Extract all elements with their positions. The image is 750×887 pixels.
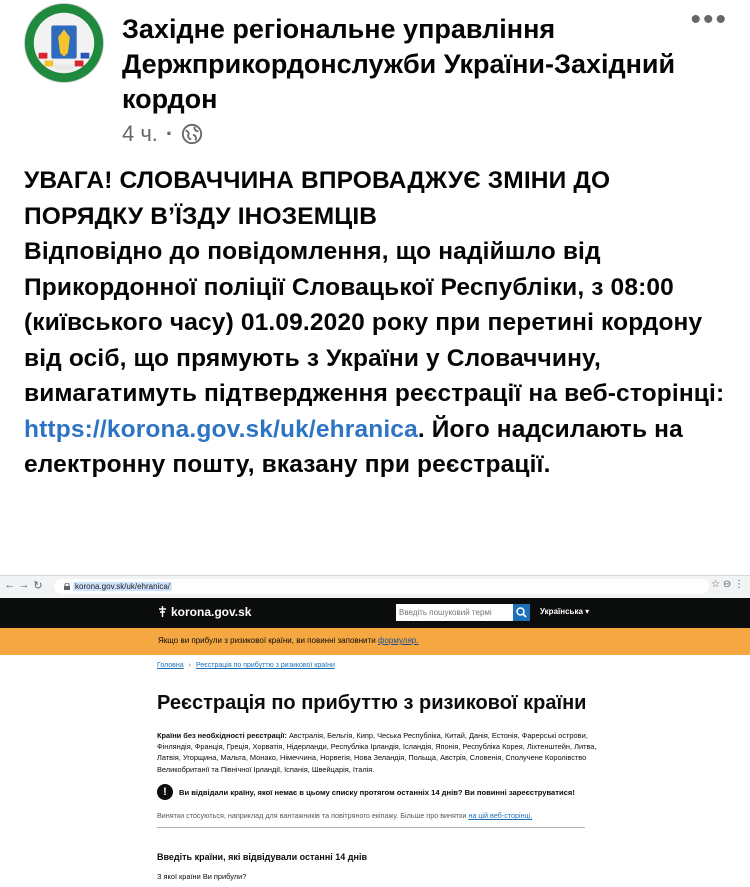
countries-paragraph xyxy=(157,730,597,775)
post-time[interactable]: 4 ч. xyxy=(122,121,158,146)
exceptions-link: на цій веб-сторінці. xyxy=(468,811,533,820)
banner-message: Якщо ви прибули з ризикової країни, ви повинні заповнити xyxy=(158,636,378,645)
page-title: Реєстрація по прибуттю з ризикової країни xyxy=(157,692,587,714)
coat-of-arms-icon xyxy=(158,606,167,617)
divider xyxy=(157,827,585,828)
address-bar xyxy=(54,579,709,594)
page-name[interactable]: Західне регіональне управління Держприкордонслужби України-Західний кордон xyxy=(122,14,676,114)
warning-notice xyxy=(157,783,575,801)
banner-text xyxy=(158,636,418,645)
more-options-icon[interactable]: ••• xyxy=(690,3,728,36)
countries-label: Країни без необхідності реєстрації: xyxy=(157,731,287,740)
lock-icon xyxy=(64,583,70,590)
breadcrumb-separator: › xyxy=(188,662,191,669)
search-icon xyxy=(513,604,530,621)
korona-link[interactable]: https://korona.gov.sk/uk/ehranica xyxy=(24,415,418,443)
post-header xyxy=(0,0,750,160)
browser-toolbar xyxy=(0,576,750,599)
forward-arrow-icon: → xyxy=(18,579,30,591)
exclamation-icon: ! xyxy=(157,784,173,800)
section-heading: Введіть країни, які відвідували останні 14 днів xyxy=(157,852,367,862)
globe-icon xyxy=(181,123,203,145)
attached-screenshot[interactable] xyxy=(0,575,750,887)
post-headline: УВАГА! СЛОВАЧЧИНА ВПРОВАДЖУЄ ЗМІНИ ДО ПОРЯДКУ В’ЇЗДУ ІНОЗЕМЦІВ xyxy=(24,167,611,230)
language-select: Українська ▾ xyxy=(540,607,590,616)
site-logo-text: korona.gov.sk xyxy=(171,605,252,619)
post-text-before-link: Відповідно до повідомлення, що надійшло від Прикордонної поліції Словацької Республіки, з 08:00 (київського часу) 01.09.2020 року при перетині кордону від осіб, що прямують з України у Словаччину, вимагатимуть підтвердження реєстрації на веб-сторінці: xyxy=(24,238,725,407)
warning-text: Ви відвідали країну, якої немає в цьому списку протягом останніх 14 днів? Ви повинні зареєструватися! xyxy=(179,787,575,797)
breadcrumb-current: Реєстрація по прибуттю з ризикової країни xyxy=(195,662,335,669)
exceptions-text xyxy=(157,811,532,820)
post-text-after-link: . Його надсилають на електронну пошту, вказану при реєстрації. xyxy=(24,415,683,478)
back-arrow-icon: ← xyxy=(4,579,16,591)
exceptions-message: Винятки стосуються, наприклад для вантажників та повітряного екіпажу. Більше про винятки xyxy=(157,811,469,820)
site-logo xyxy=(158,605,251,619)
countries-list: Австралія, Бельгія, Кипр, Чеська Республіка, Китай, Данія, Естонія, Фарерські острови, Фінляндія, Франція, Греція, Хорватія, Нідерланди, Республіка Ірландія, Ісландія, Японія, Республіка Корея, Ліхтенштейн, Литва, Латвія, Угорщина, Мальта, Монако, Німеччина, Норвегія, Нова Зеландія, Польща, Австрія, Словенія, Сполучене Королівство Великобританії та Північної Ірландії, Іспанія, Швейцарія, Італія. xyxy=(157,731,597,774)
page-avatar[interactable] xyxy=(24,3,104,83)
post-body xyxy=(24,163,729,483)
breadcrumb xyxy=(157,662,335,669)
warning-banner xyxy=(0,628,750,655)
post-meta xyxy=(122,120,203,148)
banner-form-link: формуляр. xyxy=(377,636,419,645)
reload-icon: ↻ xyxy=(33,580,43,592)
site-search-button xyxy=(513,604,530,621)
site-search-input xyxy=(396,604,513,621)
arrival-question: З якої країни Ви прибули? xyxy=(157,872,247,881)
address-url: korona.gov.sk/uk/ehranica/ xyxy=(75,582,171,591)
border-guard-emblem-icon xyxy=(25,4,103,82)
post-paragraph xyxy=(24,234,729,483)
site-header xyxy=(0,598,750,628)
breadcrumb-home: Головна xyxy=(157,662,184,669)
browser-menu-icons: ☆ ⊖ ⋮ xyxy=(711,579,744,590)
meta-separator: · xyxy=(165,121,174,146)
